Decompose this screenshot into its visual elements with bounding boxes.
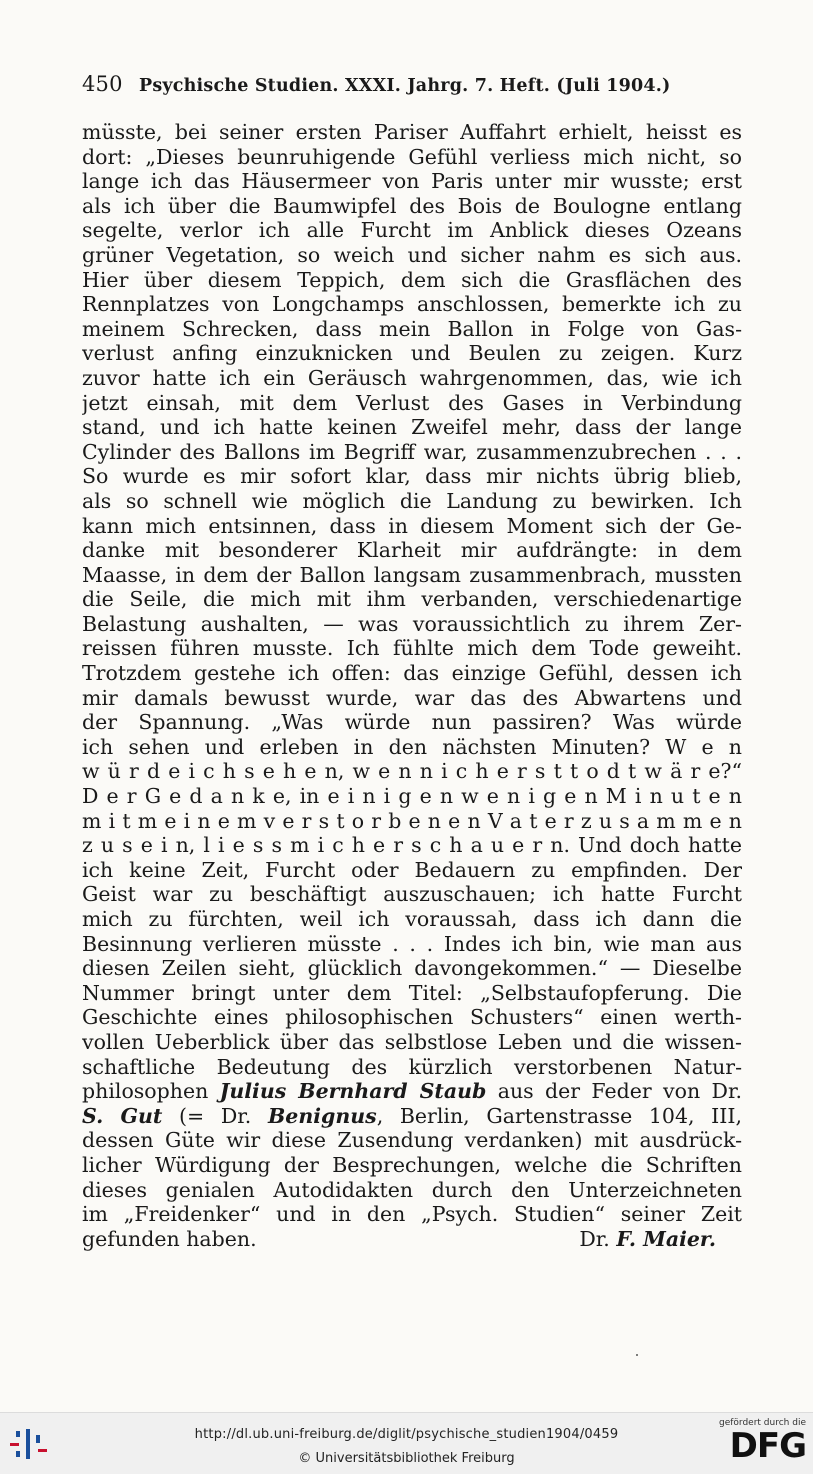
signature: [579, 1227, 716, 1252]
text-line: Rennplatzes von Longchamps anschlossen, bemerkte ich zu: [82, 292, 742, 317]
text-line: m i t m e i n e m v e r s t o r b e n e n V a t e r z u s a m m e n: [82, 808, 742, 833]
text-span: , Berlin, Gartenstrasse 104, III,: [376, 1103, 742, 1128]
text-line: als ich über die Baumwipfel des Bois de Boulogne entlang: [82, 193, 742, 218]
text-line: als so schnell wie möglich die Landung zu bewirken. Ich: [82, 488, 742, 513]
speck: [636, 1354, 638, 1356]
text-line: Belastung aushalten, — was voraussichtlich zu ihrem Zer-: [82, 611, 742, 636]
text-line: verlust anfing einzuknicken und Beulen zu zeigen. Kurz: [82, 341, 742, 366]
text-line: Maasse, in dem der Ballon langsam zusammenbrach, mussten: [82, 562, 742, 587]
text-line: segelte, verlor ich alle Furcht im Anblick dieses Ozeans: [82, 218, 742, 243]
text-line: So wurde es mir sofort klar, dass mir nichts übrig blieb,: [82, 464, 742, 489]
text-line: jetzt einsah, mit dem Verlust des Gases in Verbindung: [82, 390, 742, 415]
text-line: schaftliche Bedeutung des kürzlich verstorbenen Natur-: [82, 1054, 742, 1079]
dfg-wordmark: DFG: [729, 1426, 806, 1466]
text-line: D e r G e d a n k e, in e i n i g e n w e n i g e n M i n u t e n: [82, 784, 742, 809]
text-line: kann mich entsinnen, dass in diesem Moment sich der Ge-: [82, 513, 742, 538]
text-line: diesen Zeilen sieht, glücklich davongekommen.“ — Dieselbe: [82, 956, 742, 981]
text-span: (= Dr.: [162, 1103, 268, 1128]
text-span: Dr.: [579, 1226, 617, 1251]
text-line: [82, 1104, 742, 1129]
body-text: [82, 120, 742, 1251]
text-line: Hier über diesem Teppich, dem sich die Grasflächen des: [82, 267, 742, 292]
text-line: Cylinder des Ballons im Begriff war, zusammenzubrechen . . .: [82, 439, 742, 464]
text-line: die Seile, die mich mit ihm verbanden, verschiedenartige: [82, 587, 742, 612]
text-line: Geist war zu beschäftigt auszuschauen; ich hatte Furcht: [82, 882, 742, 907]
dfg-tagline: gefördert durch die: [719, 1418, 806, 1428]
text-line: dieses genialen Autodidakten durch den Unterzeichneten: [82, 1177, 742, 1202]
text-line: mich zu fürchten, weil ich voraussah, dass ich dann die: [82, 907, 742, 931]
text-line: dort: „Dieses beunruhigende Gefühl verliess mich nicht, so: [82, 144, 742, 169]
text-line: licher Würdigung der Besprechungen, welche die Schriften: [82, 1152, 742, 1177]
text-line: der Spannung. „Was würde nun passiren? Was würde: [82, 710, 742, 735]
text-line: dessen Güte wir diese Zusendung verdanken) mit ausdrück-: [82, 1128, 742, 1153]
text-line: Nummer bringt unter dem Titel: „Selbstaufopferung. Die: [82, 980, 742, 1005]
viewer-footer: [0, 1412, 813, 1474]
text-line: stand, und ich hatte keinen Zweifel mehr, dass der lange: [82, 415, 742, 440]
text-span: gefunden haben.: [82, 1226, 257, 1251]
text-line: mir damals bewusst wurde, war das des Abwartens und: [82, 685, 742, 710]
permalink-url[interactable]: http://dl.ub.uni-freiburg.de/diglit/psychische_studien1904/0459: [194, 1427, 619, 1442]
signature-name: F. Maier.: [616, 1226, 716, 1251]
text-line: ich sehen und erleben in den nächsten Minuten? W e n: [82, 734, 742, 759]
page-number: 450: [82, 72, 123, 96]
text-line: Trotzdem gestehe ich offen: das einzige Gefühl, dessen ich: [82, 661, 742, 686]
text-span: philosophen: [82, 1079, 220, 1104]
person-name: Benignus: [267, 1103, 377, 1128]
text-line: [82, 1227, 742, 1252]
text-line: [82, 1079, 742, 1104]
text-line: w ü r d e i c h s e h e n, w e n n i c h e r s t t o d t w ä r e?“: [82, 759, 742, 784]
text-line: im „Freidenker“ und in den „Psych. Studien“ seiner Zeit: [82, 1202, 742, 1227]
text-line: Besinnung verlieren müsste . . . Indes ich bin, wie man aus: [82, 931, 742, 956]
text-line: grüner Vegetation, so weich und sicher nahm es sich aus.: [82, 242, 742, 267]
text-line: zuvor hatte ich ein Geräusch wahrgenommen, das, wie ich: [82, 365, 742, 390]
person-name: S. Gut: [82, 1103, 163, 1128]
text-line: vollen Ueberblick über das selbstlose Leben und die wissen-: [82, 1029, 742, 1054]
person-name: Julius Bernhard Staub: [219, 1079, 487, 1104]
text-line: müsste, bei seiner ersten Pariser Auffahrt erhielt, heisst es: [82, 120, 742, 144]
running-header: [82, 72, 742, 96]
text-line: z u s e i n, l i e s s m i c h e r s c h a u e r n. Und doch hatte: [82, 833, 742, 858]
text-line: ich keine Zeit, Furcht oder Bedauern zu empfinden. Der: [82, 857, 742, 882]
text-line: danke mit besonderer Klarheit mir aufdrängte: in dem: [82, 538, 742, 563]
text-span: aus der Feder von Dr.: [486, 1079, 742, 1104]
text-line: Geschichte eines philosophischen Schusters“ einen werth-: [82, 1005, 742, 1030]
dfg-logo: [716, 1418, 806, 1470]
running-title: Psychische Studien. XXXI. Jahrg. 7. Heft. (Juli 1904.): [138, 76, 671, 96]
text-line: reissen führen musste. Ich fühlte mich dem Tode geweiht.: [82, 636, 742, 661]
copyright-notice: © Universitätsbibliothek Freiburg: [298, 1451, 515, 1466]
text-line: meinem Schrecken, dass mein Ballon in Folge von Gas-: [82, 316, 742, 341]
text-line: lange ich das Häusermeer von Paris unter mir wusste; erst: [82, 169, 742, 194]
